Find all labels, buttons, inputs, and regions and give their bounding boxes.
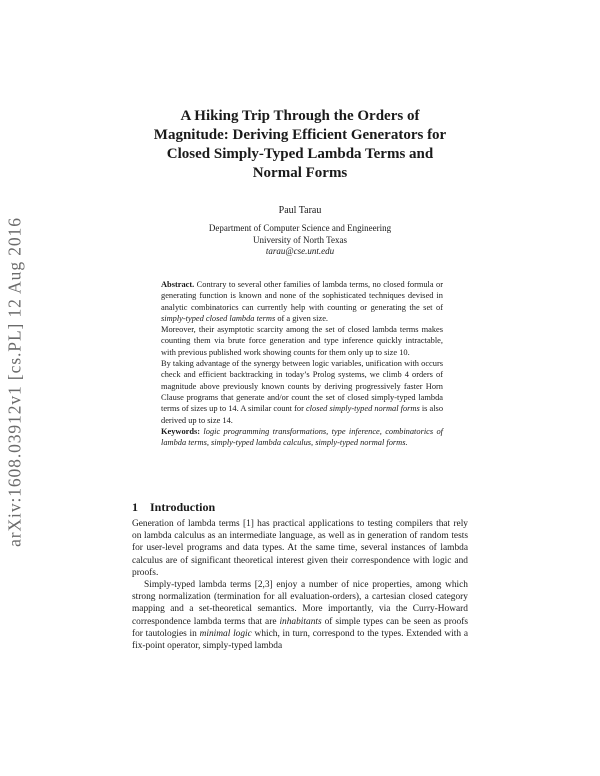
body-text: [132, 518, 468, 652]
title-line: A Hiking Trip Through the Orders of: [180, 108, 420, 124]
author-email: tarau@cse.unt.edu: [265, 246, 335, 256]
department: Department of Computer Science and Engineering: [208, 223, 392, 233]
section-title: Introduction: [150, 500, 216, 514]
abstract-label: Abstract.: [161, 280, 195, 289]
section-heading: [132, 500, 215, 515]
keywords-label: Keywords:: [161, 426, 201, 436]
title-line: Normal Forms: [252, 165, 348, 181]
title-line: Closed Simply-Typed Lambda Terms and: [166, 146, 434, 162]
keywords-list: logic programming transformations, type inference, combinatorics of lambda terms, simply-typed lambda calculus, simply-typed normal forms.: [161, 426, 443, 448]
author-name: Paul Tarau: [278, 205, 322, 216]
section-number: 1: [132, 500, 138, 514]
abstract-paragraph: By taking advantage of the synergy between logic variables, unification with occurs check and efficient backtracking in today’s Prolog systems, we climb 4 orders of magnitude above previously known counts by deriving progressively faster Horn Clause programs that generate and/or count the set of closed simply-typed lambda terms of sizes up to 14. A similar count for closed simply-typed normal forms is also derived up to size 14.: [161, 359, 444, 425]
arxiv-identifier: arXiv:1608.03912v1 [cs.PL] 12 Aug 2016: [4, 217, 25, 547]
affiliation: [0, 223, 600, 258]
university: University of North Texas: [253, 234, 347, 245]
abstract-block: [161, 279, 443, 448]
body-paragraph: Simply-typed lambda terms [2,3] enjoy a number of nice properties, among which strong normalization (termination for all evaluation-orders), a cartesian closed category mapping and a set-theoretical semantics. More importantly, via the Curry-Howard correspondence lambda terms that are inhabitants of simple types can be seen as proofs for tautologies in minimal logic which, in turn, correspond to the types. Extended with a fix-point operator, simply-typed lambda: [132, 580, 468, 652]
keywords: [161, 426, 443, 449]
abstract-paragraph: Abstract. Contrary to several other families of lambda terms, no closed formula or generating function is known and none of the sophisticated techniques devised in analytic combinatorics can currently help with counting or generating the set of simply-typed closed lambda terms of a given size.: [161, 280, 443, 323]
title-line: Magnitude: Deriving Efficient Generators for: [153, 127, 447, 143]
paper-title: [150, 107, 450, 183]
arxiv-sidebar-stamp: [0, 0, 30, 776]
abstract-paragraph: Moreover, their asymptotic scarcity among the set of closed lambda terms makes counting them via brute force generation and type inference quickly intractable, with previous published work showing counts for them only up to size 10.: [161, 325, 443, 357]
body-paragraph: Generation of lambda terms [1] has practical applications to testing compilers that rely on lambda calculus as an intermediate language, as well as in generation of random tests for user-level programs and data types. At the same time, several instances of lambda calculus are of significant theoretical interest given their correspondence with logic and proofs.: [132, 519, 468, 578]
